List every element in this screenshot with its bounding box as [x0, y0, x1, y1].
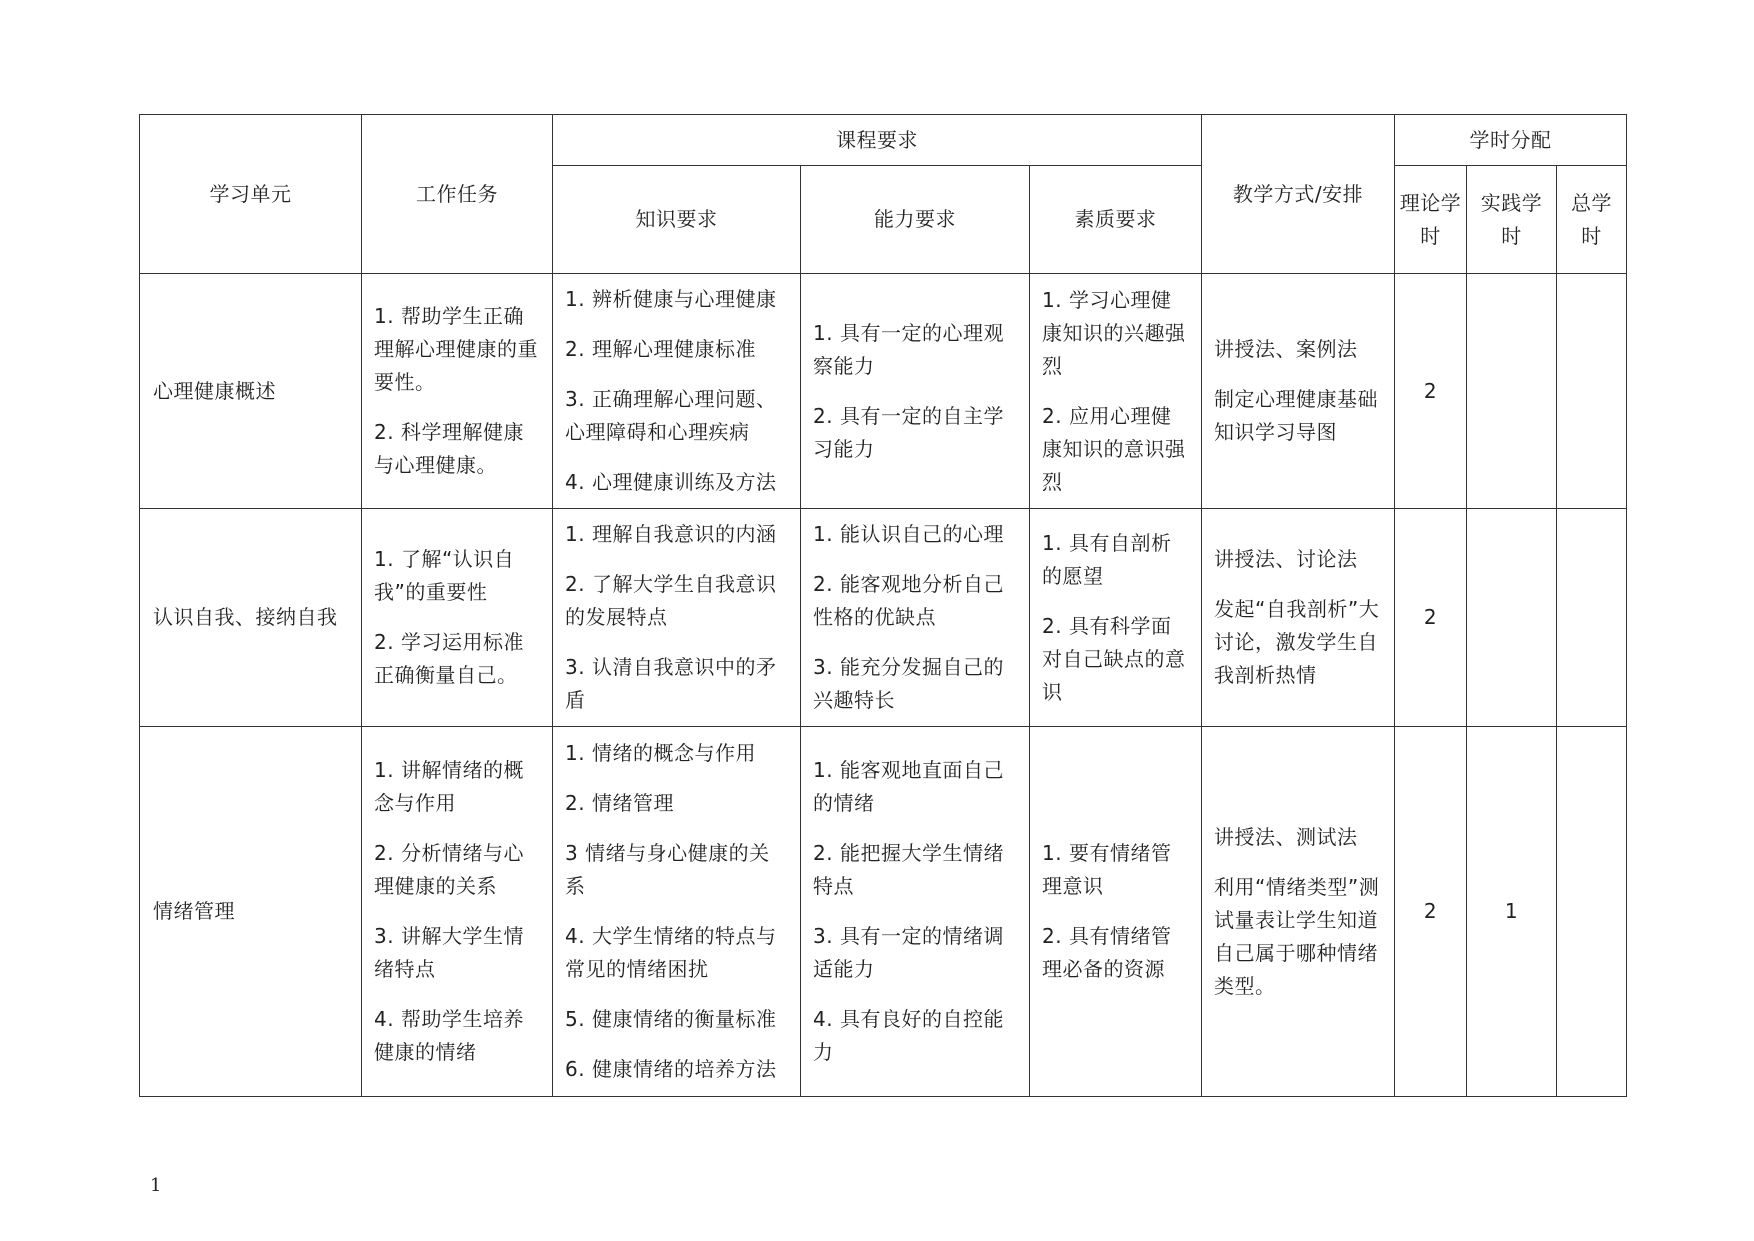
unit-cell: 情绪管理 [140, 727, 362, 1097]
list-item: 发起“自我剖析”大讨论，激发学生自我剖析热情 [1214, 597, 1380, 687]
list-item: 2. 应用心理健康知识的意识强烈 [1042, 403, 1186, 494]
theory-hours-cell: 2 [1395, 509, 1467, 727]
knowledge-cell [553, 727, 801, 1097]
quality-cell [1030, 274, 1202, 509]
list-item: 1. 讲解情绪的概念与作用 [374, 758, 524, 815]
task-cell [362, 274, 553, 509]
task-cell [362, 727, 553, 1097]
list-item: 2. 理解心理健康标准 [565, 337, 756, 361]
header-ability: 能力要求 [801, 166, 1030, 274]
list-item: 4. 心理健康训练及方法 [565, 470, 777, 494]
list-item: 3. 讲解大学生情绪特点 [374, 924, 524, 981]
total-hours-cell [1557, 509, 1627, 727]
unit-cell: 心理健康概述 [140, 274, 362, 509]
list-item: 3. 正确理解心理问题、心理障碍和心理疾病 [565, 387, 777, 444]
header-total-hours: 总学时 [1557, 166, 1627, 274]
practice-hours-cell [1467, 509, 1557, 727]
ability-cell [801, 727, 1030, 1097]
header-practice-hours: 实践学时 [1467, 166, 1557, 274]
list-item: 制定心理健康基础知识学习导图 [1214, 387, 1379, 444]
knowledge-cell [553, 274, 801, 509]
list-item: 2. 科学理解健康与心理健康。 [374, 420, 524, 477]
list-item: 1. 帮助学生正确理解心理健康的重要性。 [374, 304, 538, 394]
knowledge-cell [553, 509, 801, 727]
header-course-requirements: 课程要求 [553, 115, 1202, 166]
list-item: 3. 能充分发掘自己的兴趣特长 [813, 655, 1004, 712]
list-item: 2. 情绪管理 [565, 791, 674, 815]
header-task: 工作任务 [362, 115, 553, 274]
list-item: 1. 辨析健康与心理健康 [565, 287, 777, 311]
quality-cell [1030, 509, 1202, 727]
ability-cell [801, 274, 1030, 509]
task-cell [362, 509, 553, 727]
teaching-cell [1202, 274, 1395, 509]
list-item: 5. 健康情绪的衡量标准 [565, 1007, 777, 1031]
practice-hours-cell [1467, 274, 1557, 509]
list-item: 1. 要有情绪管理意识 [1042, 841, 1172, 898]
list-item: 1. 具有一定的心理观察能力 [813, 320, 1004, 378]
list-item: 4. 帮助学生培养健康的情绪 [374, 1007, 524, 1064]
header-hours: 学时分配 [1395, 115, 1627, 166]
total-hours-cell [1557, 274, 1627, 509]
practice-hours-cell: 1 [1467, 727, 1557, 1097]
table-row [140, 727, 1627, 1097]
list-item: 3 情绪与身心健康的关系 [565, 841, 770, 898]
list-item: 讲授法、讨论法 [1214, 547, 1358, 571]
teaching-cell [1202, 727, 1395, 1097]
header-teaching: 教学方式/安排 [1202, 115, 1395, 274]
header-theory-hours: 理论学时 [1395, 166, 1467, 274]
header-quality: 素质要求 [1030, 166, 1202, 274]
table-row [140, 274, 1627, 509]
list-item: 1. 情绪的概念与作用 [565, 741, 756, 765]
list-item: 2. 分析情绪与心理健康的关系 [374, 841, 524, 898]
list-item: 2. 具有情绪管理必备的资源 [1042, 924, 1172, 981]
page-number: 1 [150, 1175, 162, 1196]
list-item: 1. 能客观地直面自己的情绪 [813, 758, 1004, 815]
table-row [140, 509, 1627, 727]
theory-hours-cell: 2 [1395, 727, 1467, 1097]
list-item: 1. 能认识自己的心理 [813, 522, 1004, 546]
unit-cell: 认识自我、接纳自我 [140, 509, 362, 727]
list-item: 1. 理解自我意识的内涵 [565, 522, 777, 546]
list-item: 讲授法、案例法 [1214, 337, 1358, 361]
list-item: 2. 能客观地分析自己性格的优缺点 [813, 572, 1004, 629]
list-item: 2. 具有一定的自主学习能力 [813, 403, 1004, 461]
list-item: 利用“情绪类型”测试量表让学生知道自己属于哪种情绪类型。 [1214, 874, 1380, 998]
list-item: 3. 认清自我意识中的矛盾 [565, 655, 777, 712]
list-item: 3. 具有一定的情绪调适能力 [813, 924, 1004, 981]
list-item: 2. 具有科学面对自己缺点的意识 [1042, 613, 1186, 704]
theory-hours-cell: 2 [1395, 274, 1467, 509]
ability-cell [801, 509, 1030, 727]
list-item: 2. 了解大学生自我意识的发展特点 [565, 572, 777, 629]
quality-cell [1030, 727, 1202, 1097]
list-item: 4. 具有良好的自控能力 [813, 1007, 1004, 1064]
total-hours-cell [1557, 727, 1627, 1097]
list-item: 讲授法、测试法 [1214, 824, 1358, 849]
curriculum-table [139, 114, 1627, 1097]
list-item: 4. 大学生情绪的特点与常见的情绪困扰 [565, 924, 777, 981]
teaching-cell [1202, 509, 1395, 727]
list-item: 1. 具有自剖析的愿望 [1042, 530, 1172, 588]
list-item: 2. 能把握大学生情绪特点 [813, 841, 1004, 898]
list-item: 1. 了解“认识自我”的重要性 [374, 547, 515, 604]
header-unit: 学习单元 [140, 115, 362, 274]
list-item: 1. 学习心理健康知识的兴趣强烈 [1042, 287, 1186, 378]
header-knowledge: 知识要求 [553, 166, 801, 274]
list-item: 6. 健康情绪的培养方法 [565, 1057, 777, 1081]
list-item: 2. 学习运用标准正确衡量自己。 [374, 630, 524, 687]
